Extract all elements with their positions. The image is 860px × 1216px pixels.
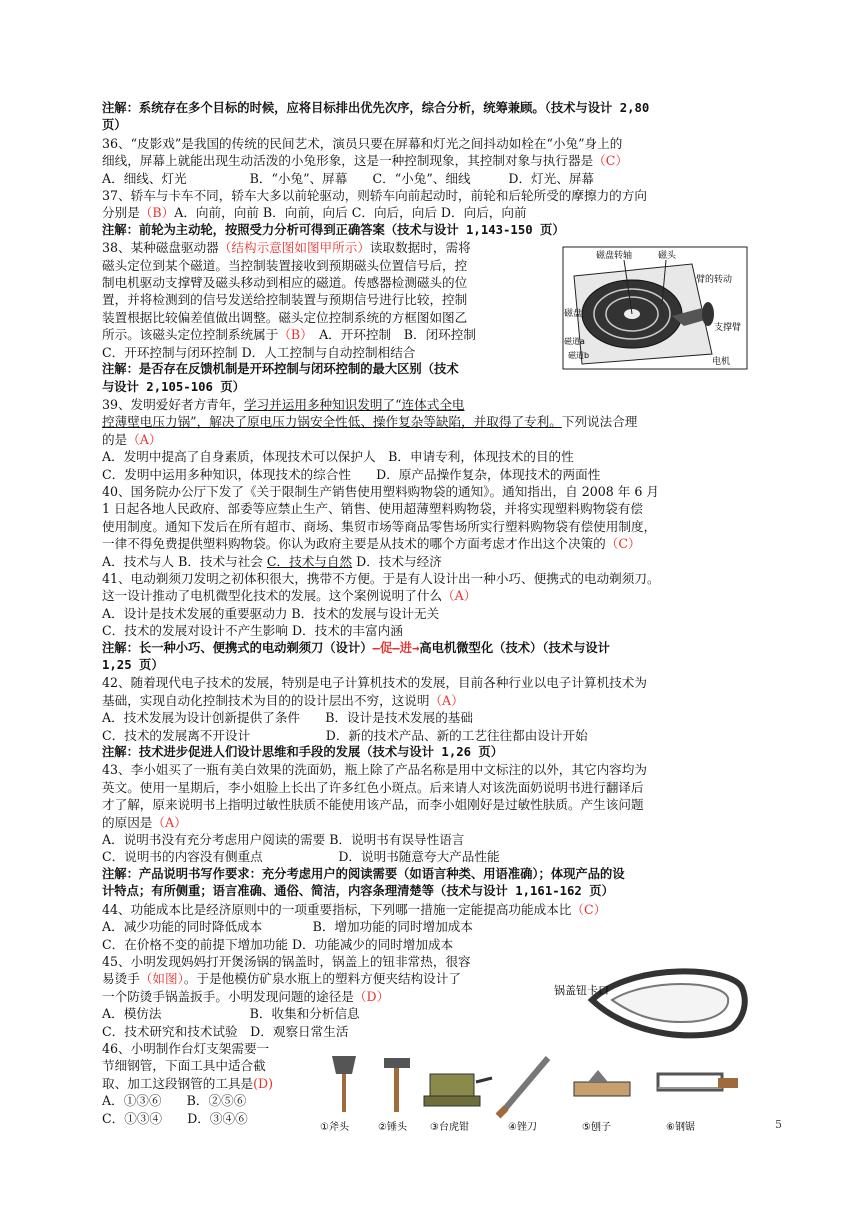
answer-mark: （C） xyxy=(593,153,628,169)
label-disk: 磁盘 xyxy=(564,309,583,319)
text-segment: 所示。该磁头定位控制系统属于 xyxy=(102,327,279,343)
pot-lid-clip-figure xyxy=(552,958,748,1042)
text-line xyxy=(102,674,762,691)
text-segment: 制电机驱动支撑臂及磁头移动到相应的磁道。传感器检测磁头的位 xyxy=(102,275,468,291)
text-segment: 注解：技术进步促进人们设计思维和手段的发展（技术与设计 1,26 页） xyxy=(102,745,504,760)
text-line xyxy=(102,396,547,413)
text-segment: 41、电动剃须刀发明之初体积很大，携带不方便。于是有人设计出一种小巧、便携式的电动剃须刀。 xyxy=(102,570,660,586)
text-line xyxy=(102,466,762,483)
text-line xyxy=(102,848,762,865)
note-line xyxy=(102,744,762,761)
text-segment: 1 日起各地人民政府、部委等应禁止生产、销售、使用超薄塑料购物袋，并将实现塑料购物袋有偿 xyxy=(102,501,643,517)
text-line xyxy=(102,204,762,221)
text-segment: A．设计是技术发展的重要驱动力 B．技术的发展与设计无关 xyxy=(102,605,440,621)
text-line xyxy=(102,779,762,796)
tool-label-6: ⑥钢锯 xyxy=(666,1122,695,1133)
text-line xyxy=(102,918,762,935)
text-line xyxy=(102,1023,547,1040)
text-segment: 磁头定位到某个磁道。当控制装置接收到预期磁头位置信号后，控 xyxy=(102,257,468,273)
text-segment: A．说明书没有充分考虑用户阅读的需要 B．说明书有误导性语言 xyxy=(102,832,465,848)
answer-mark: （如图） xyxy=(139,971,184,987)
axe-icon xyxy=(332,1056,356,1112)
text-segment: A．发明中提高了自身素质，体现技术可以保护人 B．申请专利，体现技术的目的性 xyxy=(102,449,574,465)
text-segment: 注解：是否存在反馈机制是开环控制与闭环控制的最大区别（技术 xyxy=(102,362,459,377)
text-segment: D．技术与经济 xyxy=(352,553,442,569)
text-line xyxy=(102,274,547,291)
text-segment: 页） xyxy=(102,118,127,133)
text-segment: 英文。使用一星期后，李小姐脸上长出了许多红色小斑点。后来请人对该洗面奶说明书进行翻译后 xyxy=(102,779,644,795)
label-spindle: 磁盘转轴 xyxy=(596,251,633,261)
text-line xyxy=(102,483,762,500)
text-segment: 分别是 xyxy=(102,205,140,221)
section-q45 xyxy=(102,953,547,1040)
text-segment: C．技术研究和技术试验 D．观察日常生活 xyxy=(102,1023,349,1039)
text-segment: 43、李小姐买了一瓶有美白效果的洗面奶，瓶上除了产品名称是用中文标注的以外，其它内容均为 xyxy=(102,762,647,778)
text-line xyxy=(102,988,547,1005)
text-segment: 37、轿车与卡车不同，轿车大多以前轮驱动，则轿车向前起动时，前轮和后轮所受的摩擦力的方向 xyxy=(102,188,647,204)
disk-drive-figure xyxy=(562,246,748,370)
text-line xyxy=(102,796,762,813)
text-segment: 。于是他模仿矿泉水瓶上的塑料方便夹结构设计了 xyxy=(183,971,461,987)
text-line xyxy=(102,535,762,552)
text-segment: 计特点；有所侧重；语言准确、通俗、简洁，内容条理清楚等（技术与设计 1,161-162 页） xyxy=(102,884,614,899)
text-segment: C．技术的发展对设计不产生影响 D．技术的丰富内涵 xyxy=(102,623,403,639)
text-segment: 装置根据比较偏差值做出调整。磁头定位控制系统的方框图如图乙 xyxy=(102,309,468,325)
note-line xyxy=(102,866,762,883)
text-segment: A．技术发展为设计创新提供了条件 B．设计是技术发展的基础 xyxy=(102,710,473,726)
hammer-icon xyxy=(384,1058,410,1112)
answer-mark: (D) xyxy=(253,1075,274,1091)
text-segment: C．技术与自然 xyxy=(266,553,353,569)
text-segment: 一律不得免费提供塑料购物袋。你认为政府主要是从技术的哪个方面考虑才作出这个决策的 xyxy=(102,536,606,552)
file-icon xyxy=(498,1058,548,1116)
answer-mark: （结构示意图如图甲所示） xyxy=(218,240,370,256)
text-line xyxy=(102,448,762,465)
text-segment: 39、发明爱好者方青年， xyxy=(102,396,244,412)
label-head: 磁头 xyxy=(658,251,677,261)
text-segment: A．技术与人 B．技术与社会 xyxy=(102,553,267,569)
text-line xyxy=(102,326,547,343)
section-q39-q44 xyxy=(102,413,762,953)
text-line xyxy=(102,605,762,622)
text-segment: 38、某种磁盘驱动器 xyxy=(102,240,219,256)
text-segment: 一个防烫手锅盖扳手。小明发现问题的途径是 xyxy=(102,988,354,1004)
text-segment: C．①③④ D．③④⑥ xyxy=(102,1110,248,1126)
note-line xyxy=(102,640,762,657)
text-segment: C．说明书的内容没有侧重点 D．说明书随意夸大产品性能 xyxy=(102,849,500,865)
text-line xyxy=(102,431,762,448)
label-track-b: 磁道b xyxy=(568,351,590,360)
text-segment: A．开环控制 B．闭环控制 xyxy=(306,327,476,343)
answer-mark: （C） xyxy=(605,536,641,552)
note-line xyxy=(102,883,762,900)
text-segment: 36、“皮影戏”是我国的传统的民间艺术，演员只要在屏幕和灯光之间抖动如栓在“小兔”身上的 xyxy=(102,135,623,151)
plane-icon xyxy=(574,1070,630,1096)
tool-label-1: ①斧头 xyxy=(320,1122,349,1133)
text-line xyxy=(102,570,762,587)
text-segment: 45、小明发现妈妈打开煲汤锅的锅盖时，锅盖上的钮非常热，很容 xyxy=(102,953,471,969)
section-q38 xyxy=(102,239,547,413)
text-line xyxy=(102,500,762,517)
text-segment: 这一设计推动了电机微型化技术的发展。这个案例说明了什么 xyxy=(102,588,443,604)
answer-mark: （B） xyxy=(139,205,175,221)
text-segment: 与设计 2,105-106 页） xyxy=(102,379,245,394)
answer-mark: （A） xyxy=(429,692,464,708)
answer-mark: （C） xyxy=(571,901,607,917)
text-line xyxy=(102,1005,547,1022)
text-segment: 1,25 页） xyxy=(102,658,164,672)
text-segment: 置，并将检测到的信号发送给控制装置与预期信号进行比较，控制 xyxy=(102,292,468,308)
text-segment: 学习并运用多种知识发明了“连体式全电 xyxy=(243,396,465,412)
tool-label-2: ②锤头 xyxy=(378,1122,407,1133)
label-motor: 电机 xyxy=(712,357,731,367)
text-segment: A．模仿法 B．收集和分析信息 xyxy=(102,1006,360,1022)
text-line xyxy=(102,970,547,987)
text-segment: 的原因是 xyxy=(102,814,153,830)
text-line xyxy=(102,187,762,204)
text-line xyxy=(102,814,762,831)
text-segment: A．细线、灯光 B．“小兔”、屏幕 C．“小兔”、细线 D．灯光、屏幕 xyxy=(102,170,595,186)
text-line xyxy=(102,309,547,326)
note-line xyxy=(102,361,547,378)
text-line xyxy=(102,553,762,570)
text-segment: 注解：系统存在多个目标的时候，应将目标排出优先次序，综合分析，统筹兼顾。（技术与设计 2,80 xyxy=(102,101,650,115)
text-segment: A．减少功能的同时降低成本 B．增加功能的同时增加成本 xyxy=(102,919,473,935)
text-segment: 40、国务院办公厅下发了《关于限制生产销售使用塑料购物袋的通知》。通知指出，自 2008 年 6 月 xyxy=(102,483,659,499)
text-segment: 节细钢管，下面工具中适合截 xyxy=(102,1058,266,1074)
text-line xyxy=(102,761,762,778)
note-line xyxy=(102,657,762,674)
text-segment: 高电机微型化（技术）（技术与设计 xyxy=(419,640,610,655)
tool-label-4: ④锉刀 xyxy=(508,1122,537,1133)
label-arm-rotation: 臂的转动 xyxy=(696,275,733,285)
text-segment: 易烫手 xyxy=(102,971,140,987)
label-lid-clip: 锅盖钮卡口 xyxy=(554,984,609,997)
text-line xyxy=(102,953,547,970)
text-segment: 使用制度。通知下发后在所有超市、商场、集贸市场等商品零售场所实行塑料购物袋有偿使用制度， xyxy=(102,518,657,534)
text-segment: 控薄壁电压力锅”，解决了原电压力锅安全性低、操作复杂等缺陷，并取得了专利。 xyxy=(102,414,562,430)
text-line xyxy=(102,587,762,604)
text-segment: 44、功能成本比是经济原则中的一项重要指标，下列哪一措施一定能提高功能成本比 xyxy=(102,901,572,917)
text-line xyxy=(102,239,547,256)
text-segment: C．在价格不变的前提下增加功能 D．功能减少的同时增加成本 xyxy=(102,936,454,952)
text-line xyxy=(102,518,762,535)
text-segment: 下列说法合理 xyxy=(561,414,638,430)
text-line xyxy=(102,257,547,274)
text-segment: 注解：产品说明书写作要求：充分考虑用户的阅读需要（如语言种类、用语准确）；体现产品的设 xyxy=(102,866,625,881)
answer-mark: （A） xyxy=(152,814,187,830)
hacksaw-icon xyxy=(658,1074,738,1090)
page-number: 5 xyxy=(775,1118,782,1131)
text-line xyxy=(102,709,762,726)
text-segment: 取、加工这段钢管的工具是 xyxy=(102,1075,254,1091)
text-segment: C．发明中运用多种知识，体现技术的综合性 D．原产品操作复杂，体现技术的两面性 xyxy=(102,466,601,482)
tools-figure xyxy=(312,1044,752,1136)
text-segment: A．向前，向前 B．向前，向后 C．向后，向后 D．向后，向前 xyxy=(174,205,527,221)
text-segment: 注解：前轮为主动轮，按照受力分析可得到正确答案（技术与设计 1,143-150 页） xyxy=(102,222,565,237)
text-segment: 注解：长一种小巧、便携式的电动剃须刀（设计） xyxy=(102,640,373,655)
section-top xyxy=(102,100,762,239)
text-line xyxy=(102,344,547,361)
bench-vise-icon xyxy=(424,1074,492,1106)
tool-label-3: ③台虎钳 xyxy=(430,1122,469,1133)
text-line xyxy=(102,622,762,639)
answer-mark: （B） xyxy=(278,327,307,343)
answer-mark: （A） xyxy=(442,588,477,604)
text-segment: 的是 xyxy=(102,431,128,447)
text-segment: 46、小明制作台灯支架需要一 xyxy=(102,1040,270,1056)
text-segment: 基础，实现自动化控制技术为目的的设计层出不穷，这说明 xyxy=(102,692,430,708)
text-segment: 细线，屏幕上就能出现生动活泼的小兔形象，这是一种控制现象，其控制对象与执行器是 xyxy=(102,153,594,169)
text-line xyxy=(102,727,762,744)
text-segment: 才了解，原来说明书上指明过敏性肤质不能使用该产品，而李小姐刚好是过敏性肤质。产生该问题 xyxy=(102,797,644,813)
text-line xyxy=(102,152,762,169)
note-line xyxy=(102,379,547,396)
text-line xyxy=(102,692,762,709)
label-track-a: 磁道a xyxy=(564,337,585,346)
answer-mark: —促—进→ xyxy=(372,640,420,655)
text-segment: 读取数据时，需将 xyxy=(369,240,471,256)
text-segment: C．开环控制与闭环控制 D．人工控制与自动控制相结合 xyxy=(102,344,416,360)
answer-mark: （D） xyxy=(353,988,390,1004)
answer-mark: （A） xyxy=(127,431,162,447)
text-line xyxy=(102,901,762,918)
text-line xyxy=(102,291,547,308)
text-line xyxy=(102,831,762,848)
note-line xyxy=(102,100,762,117)
text-segment: C．技术的发展离不开设计 D．新的技术产品、新的工艺往往都由设计开始 xyxy=(102,727,588,743)
text-segment: A．①③⑥ B．②⑤⑥ xyxy=(102,1093,247,1109)
text-line xyxy=(102,936,762,953)
text-segment: 42、随着现代电子技术的发展，特别是电子计算机技术的发展，目前各种行业以电子计算机技术为 xyxy=(102,675,647,691)
label-support-arm: 支撑臂 xyxy=(714,323,742,333)
text-line xyxy=(102,413,762,430)
text-line xyxy=(102,135,762,152)
note-line xyxy=(102,222,762,239)
tool-label-5: ⑤刨子 xyxy=(582,1122,611,1133)
note-line xyxy=(102,117,762,134)
text-line xyxy=(102,170,762,187)
